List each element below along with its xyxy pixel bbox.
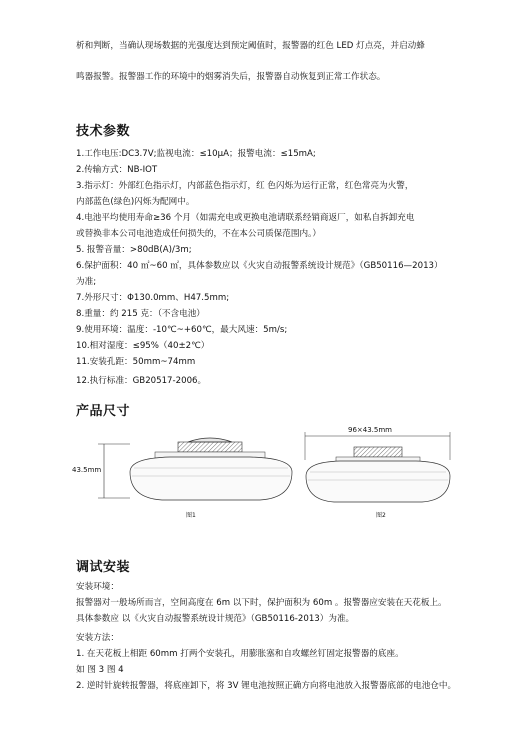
figure-1-caption: 图1 (186, 512, 196, 519)
intro-line-1: 析和判断，当确认现场数据的光强度达到预定阈值时，报警器的红色 LED 灯点亮，并启动蜂 (76, 41, 425, 51)
tech-line: 12.执行标准：GB20517-2006。 (76, 376, 207, 386)
tech-line: 7.外形尺寸：Φ130.0mm、H47.5mm; (76, 293, 230, 303)
dim-height-label: 43.5mm (72, 466, 102, 474)
tech-line: 1.工作电压:DC3.7V;监视电流：≤10μA；报警电流：≤15mA; (76, 149, 316, 159)
figure-1-drawing (98, 438, 292, 500)
size-heading: 产品尺寸 (76, 404, 131, 419)
step-1: 1. 在天花板上相距 60mm 打两个安装孔，用膨胀塞和自攻螺丝钉固定报警器的底座。 (76, 649, 404, 659)
tech-line: 为准; (76, 277, 97, 287)
tech-line: 6.保护面积：40 ㎡~60 ㎡，具体参数应以《火灾自动报警系统设计规范》（GB50116—2013） (76, 261, 443, 271)
env-label: 安装环境： (76, 582, 119, 592)
steps-label: 安装方法： (76, 633, 119, 643)
tech-line: 10.相对湿度：≤95%（40±2℃） (76, 341, 210, 351)
tech-line: 内部蓝色(绿色)闪烁为配网中。 (76, 197, 195, 207)
tech-line: 9.使用环境：温度：-10℃~+60℃，最大风速：5m/s; (76, 325, 288, 335)
tech-heading: 技术参数 (76, 124, 131, 139)
step-2: 2. 逆时针旋转报警器，将底座卸下，将 3V 锂电池按照正确方向将电池放入报警器底部的电池仓中。 (76, 681, 457, 691)
product-dimension-drawing (70, 420, 460, 530)
figure-2-caption: 图2 (376, 512, 386, 519)
tech-line: 3.指示灯：外部红色指示灯，内部蓝色指示灯，红 色闪烁为运行正常，红色常亮为火警， (76, 181, 414, 191)
tech-line: 8.重量：约 215 克：（不含电池） (76, 309, 205, 319)
tech-line: 2.传输方式：NB-IOT (76, 165, 158, 175)
tech-line: 11.安装孔距：50mm~74mm (76, 357, 196, 367)
figure-2-drawing (305, 432, 450, 502)
tech-line: 或替换非本公司电池造成任何损失的，不在本公司质保范围内。） (76, 229, 321, 239)
figure-reference: 如 图 3 图 4 (76, 665, 124, 675)
install-heading: 调试安装 (76, 560, 131, 575)
intro-line-2: 鸣器报警。报警器工作的环境中的烟雾消失后，报警器自动恢复到正常工作状态。 (76, 72, 386, 82)
dim-top-label: 96×43.5mm (348, 426, 392, 434)
tech-line: 5. 报警音量：>80dB(A)/3m; (76, 245, 192, 255)
env-line-2: 具体参数应 以《火灾自动报警系统设计规范》（GB50116-2013）为准。 (76, 614, 355, 624)
tech-line: 4.电池平均使用寿命≥36 个月（如需充电或更换电池请联系经销商返厂，如私自拆卸充电 (76, 213, 415, 223)
env-line-1: 报警器对一般场所而言，空间高度在 6m 以下时，保护面积为 60m 。报警器应安装在天花板上。 (76, 598, 447, 608)
